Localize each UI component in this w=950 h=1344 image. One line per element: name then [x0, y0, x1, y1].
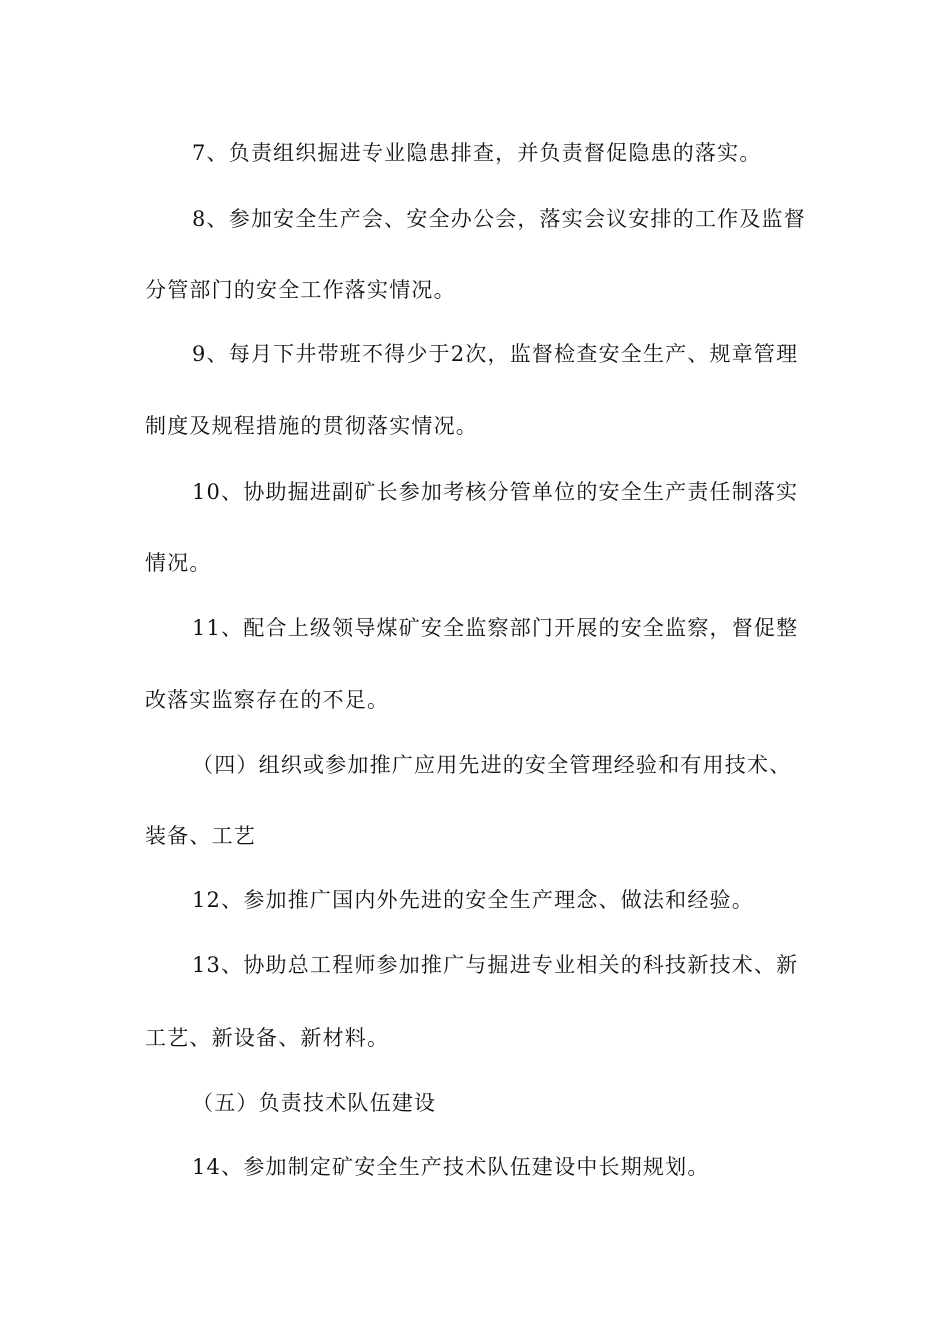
paragraph-line: 制度及规程措施的贯彻落实情况。 — [145, 414, 478, 438]
paragraph-line: 情况。 — [145, 551, 212, 575]
paragraph-line: 分管部门的安全工作落实情况。 — [145, 278, 456, 302]
section-heading: （四）组织或参加推广应用先进的安全管理经验和有用技术、 — [192, 753, 792, 777]
paragraph-line: 7、负责组织掘进专业隐患排查，并负责督促隐患的落实。 — [192, 141, 762, 165]
paragraph-line: 工艺、新设备、新材料。 — [145, 1026, 390, 1050]
paragraph-line: 11、配合上级领导煤矿安全监察部门开展的安全监察，督促整 — [192, 616, 799, 640]
paragraph-line: 8、参加安全生产会、安全办公会，落实会议安排的工作及监督 — [192, 207, 806, 231]
section-heading: （五）负责技术队伍建设 — [192, 1091, 437, 1115]
section-heading-continuation: 装备、工艺 — [145, 824, 256, 848]
paragraph-line: 改落实监察存在的不足。 — [145, 688, 390, 712]
paragraph-line: 9、每月下井带班不得少于2次，监督检查安全生产、规章管理 — [192, 342, 799, 366]
paragraph-line: 12、参加推广国内外先进的安全生产理念、做法和经验。 — [192, 888, 754, 912]
paragraph-line: 13、协助总工程师参加推广与掘进专业相关的科技新技术、新 — [192, 953, 799, 977]
paragraph-line: 10、协助掘进副矿长参加考核分管单位的安全生产责任制落实 — [192, 480, 799, 504]
paragraph-line: 14、参加制定矿安全生产技术队伍建设中长期规划。 — [192, 1155, 710, 1179]
